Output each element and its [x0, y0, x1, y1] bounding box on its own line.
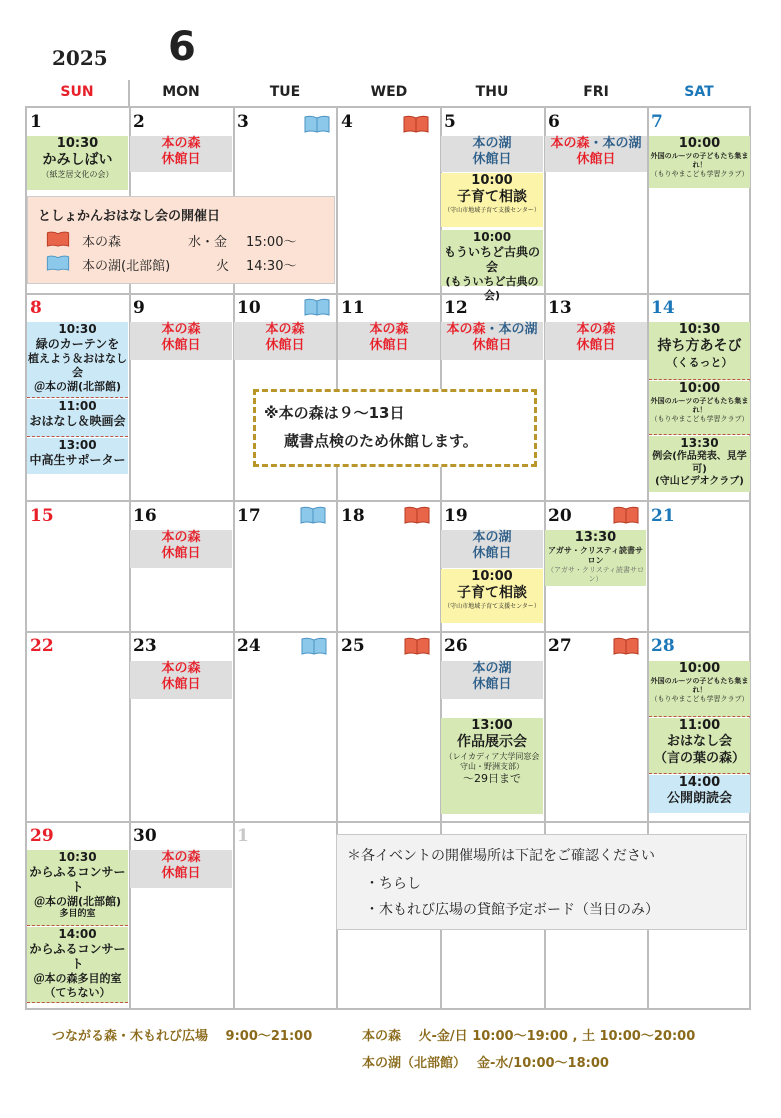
open-book-red-icon	[404, 506, 430, 524]
dow-sun: SUN	[60, 84, 94, 100]
day-27: 27	[548, 636, 572, 656]
event-green-curtain: 10:30 緑のカーテンを 植えよう＆おはなし会 ＠本の湖(北部館)	[27, 322, 128, 398]
day-12: 12	[444, 298, 468, 318]
dow-tue: TUE	[269, 84, 301, 100]
closed-mori: 本の森 休館日	[130, 661, 232, 699]
storytime-mori: 本の森	[82, 235, 122, 250]
event-kotonoha: 11:00 おはなし会 （言の葉の森）	[649, 718, 750, 774]
day-8: 8	[30, 298, 42, 318]
event-colorful-concert: 14:00 からふるコンサート ＠本の森多目的室 （てちない）	[27, 927, 128, 1003]
venue-info-box: ＊各イベントの開催場所は下記をご確認ください ・ちらし ・木もれび広場の貸館予定ボード（当日のみ）	[336, 834, 747, 930]
open-book-red-icon	[403, 115, 429, 133]
closed-mizu: 本の湖 休館日	[441, 136, 543, 172]
day-14: 14	[651, 298, 675, 318]
day-1: 1	[30, 112, 42, 132]
year-label: 2025	[52, 46, 108, 70]
event-colorful-concert: 10:30 からふるコンサート ＠本の湖(北部館) 多目的室	[27, 850, 128, 926]
day-29: 29	[30, 826, 54, 846]
inventory-notice: ※本の森は９〜13日 蔵書点検のため休館します。	[253, 389, 537, 467]
month-label: 6	[168, 24, 196, 70]
day-next-1: 1	[237, 826, 249, 846]
day-21: 21	[651, 506, 675, 526]
day-22: 22	[30, 636, 54, 656]
storytime-info-box: としょかんおはなし会の開催日 本の森 水・金 15:00〜 本の湖(北部館) 火 14:30〜	[27, 196, 335, 284]
storytime-mizu: 本の湖(北部館)	[82, 259, 171, 274]
event-koten: 10:00 もういちど古典の会 (もういちど古典の会)	[441, 230, 543, 286]
event-kamishibai: 10:30 かみしばい （紙芝居文化の会）	[27, 136, 128, 190]
open-book-red-icon	[46, 231, 70, 247]
day-18: 18	[341, 506, 365, 526]
day-28: 28	[651, 636, 675, 656]
day-11: 11	[341, 298, 365, 318]
closed-mori: 本の森 休館日	[234, 322, 336, 360]
dow-thu: THU	[475, 84, 509, 100]
closed-mizu: 本の湖 休館日	[441, 530, 543, 568]
day-13: 13	[548, 298, 572, 318]
dow-divider	[128, 80, 130, 106]
day-23: 23	[133, 636, 157, 656]
closed-mori: 本の森 休館日	[130, 850, 232, 888]
open-book-red-icon	[613, 637, 639, 655]
event-kosodate: 10:00 子育て相談 （守山市地域子育て支援センター）	[441, 569, 543, 623]
day-24: 24	[237, 636, 261, 656]
open-book-blue-icon	[46, 255, 70, 271]
event-video-club: 13:30 例会(作品発表、見学可) (守山ビデオクラブ)	[649, 436, 750, 492]
day-9: 9	[133, 298, 145, 318]
open-book-blue-icon	[304, 115, 330, 133]
dow-sat: SAT	[684, 84, 714, 100]
dow-wed: WED	[370, 84, 408, 100]
day-7: 7	[651, 112, 663, 132]
hours-mori: 本の森 火-金/日 10:00〜19:00 , 土 10:00〜20:00	[362, 1029, 696, 1044]
day-3: 3	[237, 112, 249, 132]
day-20: 20	[548, 506, 572, 526]
day-10: 10	[237, 298, 261, 318]
closed-mori: 本の森 休館日	[545, 322, 647, 360]
closed-mori: 本の森 休館日	[130, 530, 232, 568]
open-book-blue-icon	[304, 298, 330, 316]
closed-mori: 本の森 休館日	[130, 136, 232, 172]
event-mochikata: 10:30 持ち方あそび （くるっと）	[649, 322, 750, 380]
event-reading: 14:00 公開朗読会	[649, 775, 750, 813]
day-25: 25	[341, 636, 365, 656]
event-supporter: 13:00 中高生サポーター	[27, 438, 128, 474]
open-book-blue-icon	[300, 506, 326, 524]
closed-mizu: 本の湖 休館日	[441, 661, 543, 699]
day-19: 19	[444, 506, 468, 526]
event-agatha-salon: 13:30 アガサ・クリスティ読書サロン （アガサ・クリスティ読書サロン）	[545, 530, 646, 586]
day-5: 5	[444, 112, 456, 132]
day-2: 2	[133, 112, 145, 132]
day-6: 6	[548, 112, 560, 132]
event-gaikoku-roots: 10:00 外国のルーツの子どもたち集まれ！ （もりやまこども学習クラブ）	[649, 136, 750, 188]
closed-both: 本の森・本の湖 休館日	[441, 322, 543, 360]
event-gaikoku-roots: 10:00 外国のルーツの子どもたち集まれ！ （もりやまこども学習クラブ）	[649, 661, 750, 717]
dow-mon: MON	[162, 84, 200, 100]
closed-both: 本の森・本の湖 休館日	[545, 136, 647, 172]
event-gaikoku-roots: 10:00 外国のルーツの子どもたち集まれ！ （もりやまこども学習クラブ）	[649, 381, 750, 435]
dow-fri: FRI	[583, 84, 609, 100]
storytime-title: としょかんおはなし会の開催日	[38, 209, 221, 224]
open-book-red-icon	[613, 506, 639, 524]
open-book-blue-icon	[301, 637, 327, 655]
hours-mizu: 本の湖（北部館） 金-水/10:00〜18:00	[362, 1056, 609, 1071]
event-kosodate: 10:00 子育て相談 （守山市地域子育て支援センター）	[441, 173, 543, 227]
closed-mori: 本の森 休館日	[338, 322, 440, 360]
event-exhibition: 13:00 作品展示会 （レイカディア大学同窓会 守山・野洲支部） 〜29日まで	[441, 718, 543, 814]
day-26: 26	[444, 636, 468, 656]
closed-mori: 本の森 休館日	[130, 322, 232, 360]
day-15: 15	[30, 506, 54, 526]
day-4: 4	[341, 112, 353, 132]
day-16: 16	[133, 506, 157, 526]
day-17: 17	[237, 506, 261, 526]
open-book-red-icon	[404, 637, 430, 655]
hours-tsunagaru: つながる森・木もれび広場 9:00〜21:00	[52, 1029, 313, 1044]
day-30: 30	[133, 826, 157, 846]
event-ohanashi-movie: 11:00 おはなし＆映画会	[27, 399, 128, 437]
